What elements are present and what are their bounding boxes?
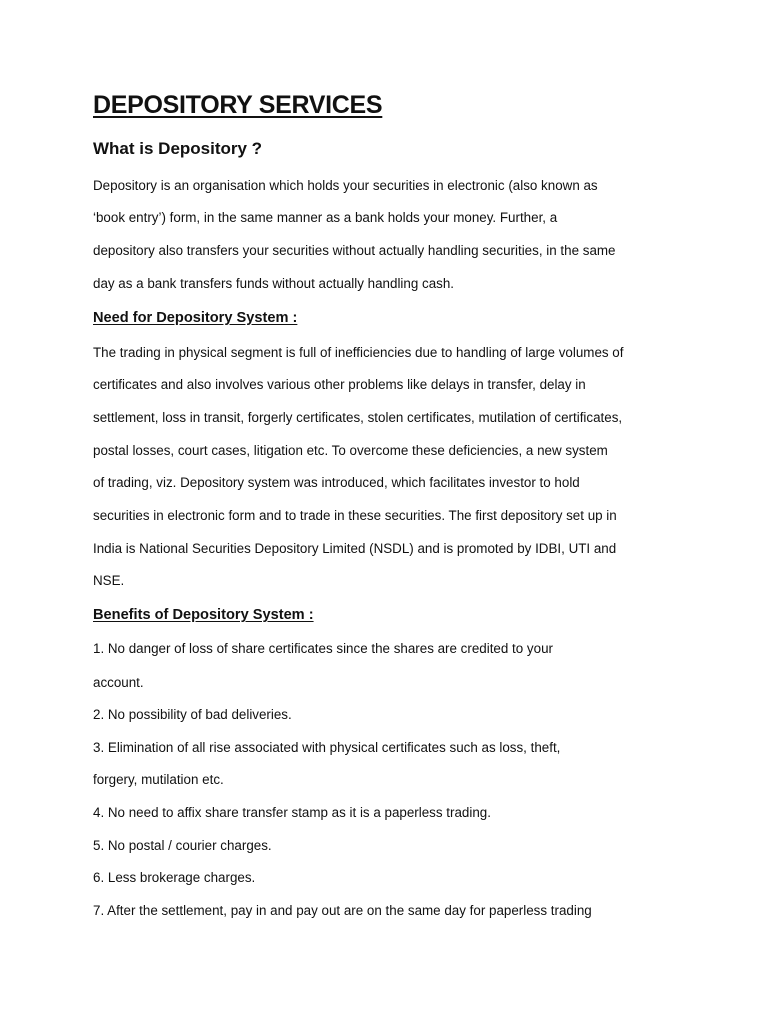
paragraph-line: certificates and also involves various other problems like delays in transfer, delay in: [93, 377, 586, 392]
list-item: forgery, mutilation etc.: [93, 772, 224, 787]
list-item: 2. No possibility of bad deliveries.: [93, 707, 292, 722]
list-item: account.: [93, 675, 144, 690]
document-title: DEPOSITORY SERVICES: [93, 91, 383, 119]
section-heading-what-is-depository: What is Depository ?: [93, 139, 263, 158]
paragraph-line: Depository is an organisation which holds your securities in electronic (also known as: [93, 178, 598, 193]
paragraph-line: settlement, loss in transit, forgerly certificates, stolen certificates, mutilation of certificates,: [93, 410, 623, 425]
section-heading-benefits: Benefits of Depository System :: [93, 607, 314, 623]
section-heading-need-for-depository: Need for Depository System :: [93, 310, 298, 326]
list-item: 1. No danger of loss of share certificates since the shares are credited to your: [93, 641, 553, 656]
list-item: 3. Elimination of all rise associated with physical certificates such as loss, theft,: [93, 740, 561, 755]
list-item: 4. No need to affix share transfer stamp as it is a paperless trading.: [93, 805, 491, 820]
list-item: 7. After the settlement, pay in and pay out are on the same day for paperless trading: [93, 903, 592, 918]
paragraph-line: postal losses, court cases, litigation etc. To overcome these deficiencies, a new system: [93, 443, 608, 458]
list-item: 6. Less brokerage charges.: [93, 870, 256, 885]
paragraph-line: securities in electronic form and to trade in these securities. The first depository set up in: [93, 508, 617, 523]
list-item: 5. No postal / courier charges.: [93, 838, 272, 853]
paragraph-line: ‘book entry’) form, in the same manner as a bank holds your money. Further, a: [93, 210, 558, 225]
paragraph-line: NSE.: [93, 573, 125, 588]
paragraph-line: of trading, viz. Depository system was introduced, which facilitates investor to hold: [93, 475, 580, 490]
paragraph-line: India is National Securities Depository Limited (NSDL) and is promoted by IDBI, UTI and: [93, 541, 617, 556]
paragraph-line: The trading in physical segment is full of inefficiencies due to handling of large volumes of: [93, 345, 624, 360]
paragraph-line: depository also transfers your securities without actually handling securities, in the same: [93, 243, 616, 258]
paragraph-line: day as a bank transfers funds without actually handling cash.: [93, 276, 455, 291]
